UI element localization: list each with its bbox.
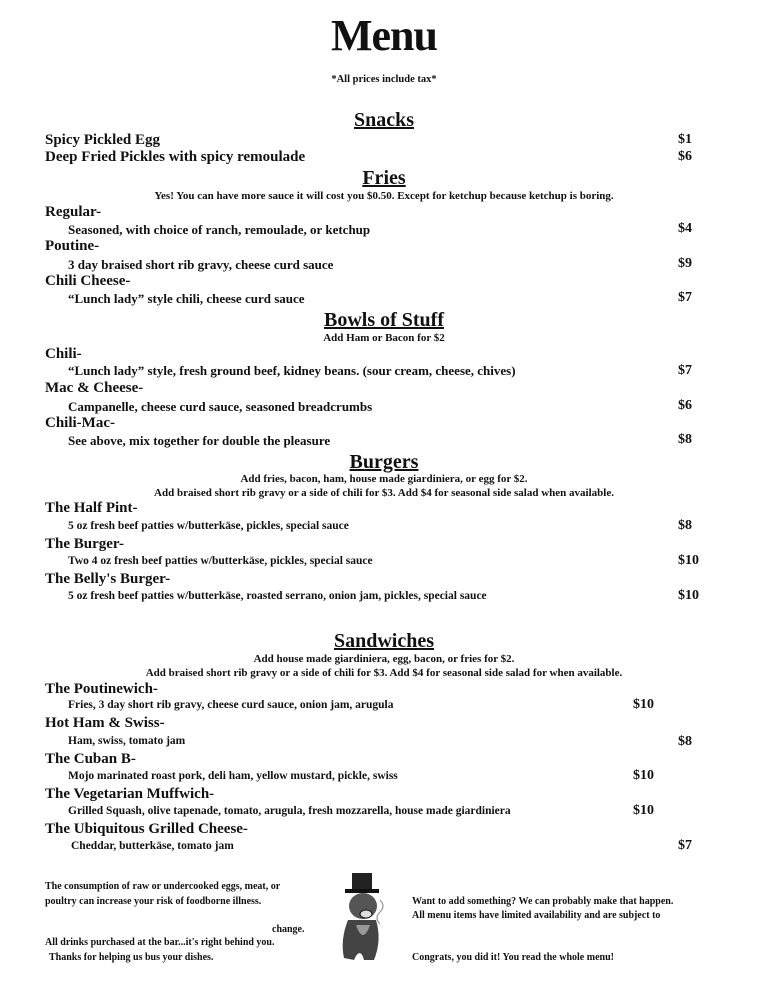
item-price: $6 xyxy=(678,149,692,164)
footer-text: All menu items have limited availability and are subject to xyxy=(412,910,661,921)
item-desc: Campanelle, cheese curd sauce, seasoned breadcrumbs xyxy=(68,399,373,414)
item-desc: 5 oz fresh beef patties w/butterkäse, pickles, special sauce xyxy=(68,520,349,532)
footer-text: All drinks purchased at the bar...it's right behind you. xyxy=(45,937,275,948)
item-name: The Belly's Burger- xyxy=(45,571,171,587)
section-heading-sandwiches: Sandwiches xyxy=(333,630,435,652)
item-name: The Half Pint- xyxy=(45,500,138,516)
top-hat-pig-illustration xyxy=(330,870,400,965)
item-price: $1 xyxy=(678,132,692,147)
item-price: $10 xyxy=(633,697,654,712)
section-note: Add house made giardiniera, egg, bacon, or fries for $2. xyxy=(253,653,515,665)
item-desc: See above, mix together for double the pleasure xyxy=(68,433,331,448)
item-name: Chili-Mac- xyxy=(45,415,115,431)
page-title: Menu xyxy=(331,11,437,60)
item-name: Chili Cheese- xyxy=(45,273,131,289)
section-note: Add braised short rib gravy or a side of chili for $3. Add $4 for seasonal side salad for when available. xyxy=(145,667,623,679)
item-price: $8 xyxy=(678,518,692,533)
item-name: Poutine- xyxy=(45,238,100,254)
item-name: Mac & Cheese- xyxy=(45,380,144,396)
item-price: $10 xyxy=(678,553,699,568)
item-name: The Burger- xyxy=(45,536,125,552)
footer-text: Want to add something? We can probably make that happen. xyxy=(412,896,674,907)
item-price: $9 xyxy=(678,256,692,271)
item-desc: Grilled Squash, olive tapenade, tomato, arugula, fresh mozzarella, house made giardiniera xyxy=(68,805,511,817)
item-price: $7 xyxy=(678,290,692,305)
item-name: The Vegetarian Muffwich- xyxy=(45,786,215,802)
item-desc: Ham, swiss, tomato jam xyxy=(68,735,186,747)
item-name: The Poutinewich- xyxy=(45,681,158,697)
item-price: $10 xyxy=(678,588,699,603)
item-price: $7 xyxy=(678,838,692,853)
tax-note: *All prices include tax* xyxy=(331,74,437,85)
item-desc: Cheddar, butterkäse, tomato jam xyxy=(71,840,234,852)
section-heading-bowls: Bowls of Stuff xyxy=(323,309,444,331)
section-note: Add fries, bacon, ham, house made giardiniera, or egg for $2. xyxy=(240,473,528,485)
item-price: $6 xyxy=(678,398,692,413)
section-heading-snacks: Snacks xyxy=(353,109,415,131)
item-desc: Fries, 3 day short rib gravy, cheese curd sauce, onion jam, arugula xyxy=(68,699,394,711)
section-note: Add Ham or Bacon for $2 xyxy=(323,332,445,344)
item-name: Regular- xyxy=(45,204,102,220)
footer-text: Thanks for helping us bus your dishes. xyxy=(49,952,214,963)
item-desc: Mojo marinated roast pork, deli ham, yellow mustard, pickle, swiss xyxy=(68,770,398,782)
item-price: $4 xyxy=(678,221,692,236)
item-name: Chili- xyxy=(45,346,82,362)
section-heading-burgers: Burgers xyxy=(349,451,419,473)
section-heading-fries: Fries xyxy=(362,167,406,189)
item-name: Hot Ham & Swiss- xyxy=(45,715,165,731)
item-desc: “Lunch lady” style, fresh ground beef, kidney beans. (sour cream, cheese, chives) xyxy=(68,363,516,378)
item-desc: 3 day braised short rib gravy, cheese curd sauce xyxy=(68,257,334,272)
section-note: Add braised short rib gravy or a side of chili for $3. Add $4 for seasonal side salad when available. xyxy=(154,487,614,499)
item-desc: “Lunch lady” style chili, cheese curd sauce xyxy=(68,291,305,306)
item-name: The Ubiquitous Grilled Cheese- xyxy=(45,821,248,837)
footer-text: change. xyxy=(272,924,305,935)
item-price: $7 xyxy=(678,363,692,378)
footer-text: poultry can increase your risk of foodborne illness. xyxy=(45,896,262,907)
item-price: $10 xyxy=(633,803,654,818)
item-desc: 5 oz fresh beef patties w/butterkäse, roasted serrano, onion jam, pickles, special sauce xyxy=(68,590,487,602)
item-price: $8 xyxy=(678,734,692,749)
item-name: The Cuban B- xyxy=(45,751,136,767)
footer-text: The consumption of raw or undercooked eggs, meat, or xyxy=(45,881,281,892)
item-desc: Seasoned, with choice of ranch, remoulade, or ketchup xyxy=(68,222,371,237)
section-note: Yes! You can have more sauce it will cost you $0.50. Except for ketchup because ketchup is boring. xyxy=(154,190,614,202)
footer-text: Congrats, you did it! You read the whole menu! xyxy=(412,952,614,963)
item-price: $8 xyxy=(678,432,692,447)
item-name: Spicy Pickled Egg xyxy=(45,132,161,148)
item-desc: Two 4 oz fresh beef patties w/butterkäse, pickles, special sauce xyxy=(68,555,373,567)
item-price: $10 xyxy=(633,768,654,783)
item-name: Deep Fried Pickles with spicy remoulade xyxy=(45,149,306,165)
